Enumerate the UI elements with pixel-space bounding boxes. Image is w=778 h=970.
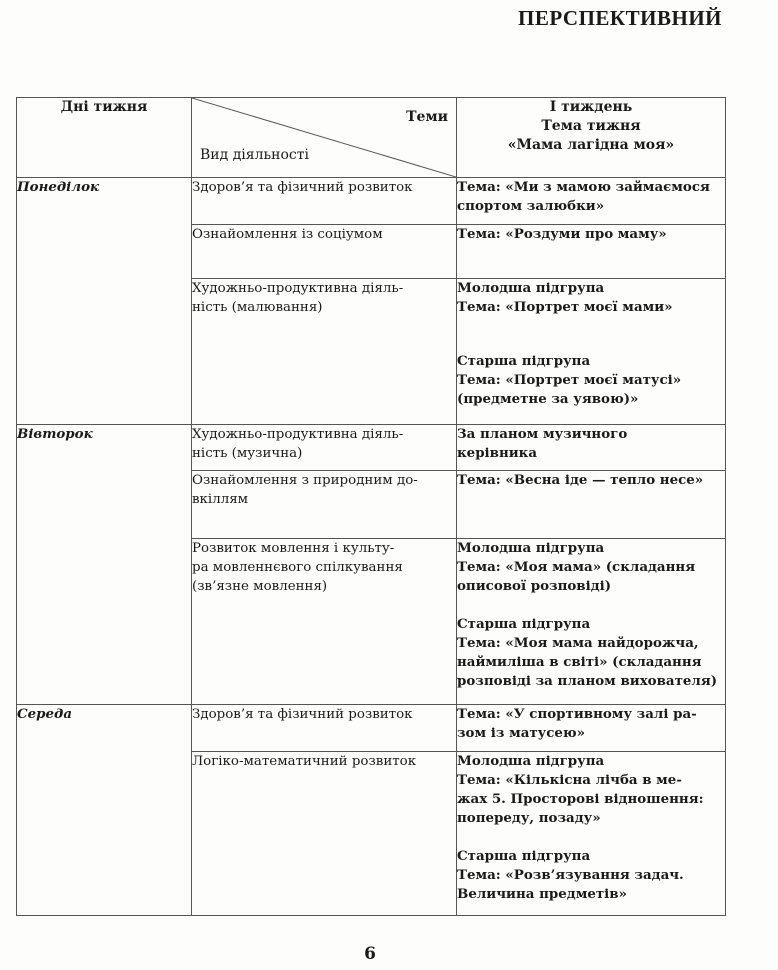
activity-line: ра мовленнєвого спілкування xyxy=(192,560,403,575)
activity-cell xyxy=(192,471,457,539)
topic-cell xyxy=(457,752,726,916)
day-wednesday: Середа xyxy=(17,705,192,916)
subgroup-label: Молодша підгрупа xyxy=(457,540,605,556)
topic-line: керівника xyxy=(457,445,538,461)
topic-cell xyxy=(457,225,726,279)
topic-line: зом із матусею» xyxy=(457,725,586,741)
activity-line: Ознайомлення з природним до- xyxy=(192,473,418,488)
week-theme-label: Тема тижня xyxy=(541,118,641,134)
activity-cell xyxy=(192,539,457,705)
topics-header-label: Теми xyxy=(406,109,448,125)
activity-line: Здоров’я та фізичний розвиток xyxy=(192,180,413,195)
activity-cell xyxy=(192,425,457,471)
topic-line: Тема: «Кількісна лічба в ме- xyxy=(457,772,682,788)
activity-line: Розвиток мовлення і культу- xyxy=(192,541,395,556)
subgroup-label: Старша підгрупа xyxy=(457,848,591,864)
activity-line: вкіллям xyxy=(192,492,249,507)
activity-line: Здоров’я та фізичний розвиток xyxy=(192,707,413,722)
activity-line: (зв’язне мовлення) xyxy=(192,579,328,594)
day-tuesday: Вівторок xyxy=(17,425,192,705)
activity-header-label: Вид діяльності xyxy=(200,147,309,163)
page-header-title: ПЕРСПЕКТИВНИЙ xyxy=(517,6,722,30)
weekly-plan-table xyxy=(16,97,726,916)
activity-cell xyxy=(192,705,457,752)
topic-line: Тема: «Розв’язування задач. xyxy=(457,867,684,883)
topic-line: Тема: «Портрет моєї мами» xyxy=(457,299,673,315)
week-number: І тиждень xyxy=(549,99,633,115)
activity-line: Ознайомлення із соціумом xyxy=(192,227,383,242)
topic-cell xyxy=(457,471,726,539)
table-row xyxy=(17,705,726,752)
week-column-header xyxy=(457,98,726,178)
topic-line: Тема: «Ми з мамою займаємося xyxy=(457,179,710,195)
topic-line: Тема: «Моя мама найдорожча, xyxy=(457,635,699,651)
table-row xyxy=(17,178,726,225)
topic-cell xyxy=(457,279,726,425)
topic-cell xyxy=(457,425,726,471)
subgroup-label: Старша підгрупа xyxy=(457,353,591,369)
topic-line: Величина предметів» xyxy=(457,886,627,902)
topic-line: спортом залюбки» xyxy=(457,198,605,214)
subgroup-label: Молодша підгрупа xyxy=(457,753,605,769)
activity-line: ність (малювання) xyxy=(192,300,323,315)
topic-line: попереду, позаду» xyxy=(457,810,601,826)
topic-line: (предметне за уявою)» xyxy=(457,391,639,407)
activity-line: Логіко-математичний розвиток xyxy=(192,754,417,769)
subgroup-label: Старша підгрупа xyxy=(457,616,591,632)
activity-line: Художньо-продуктивна діяль- xyxy=(192,427,404,442)
activity-cell xyxy=(192,752,457,916)
activity-cell xyxy=(192,178,457,225)
topic-line: наймиліша в світі» (складання xyxy=(457,654,702,670)
topic-line: розповіді за планом вихователя) xyxy=(457,673,718,689)
page-number: 6 xyxy=(364,944,376,964)
topic-line: Тема: «Моя мама» (складання xyxy=(457,559,696,575)
days-column-header: Дні тижня xyxy=(17,98,192,178)
week-theme-title: «Мама лагідна моя» xyxy=(507,137,675,153)
topic-line: Тема: «У спортивному залі ра- xyxy=(457,706,697,722)
table-header-row xyxy=(17,98,726,178)
diagonal-header-cell xyxy=(192,98,457,178)
topic-line: описової розповіді) xyxy=(457,578,612,594)
activity-cell xyxy=(192,225,457,279)
activity-line: Художньо-продуктивна діяль- xyxy=(192,281,404,296)
day-monday: Понеділок xyxy=(17,178,192,425)
topic-line: За планом музичного xyxy=(457,426,628,442)
topic-line: Тема: «Роздуми про маму» xyxy=(457,226,667,242)
subgroup-label: Молодша підгрупа xyxy=(457,280,605,296)
topic-cell xyxy=(457,705,726,752)
activity-line: ність (музична) xyxy=(192,446,303,461)
topic-cell xyxy=(457,539,726,705)
topic-line: Тема: «Весна іде — тепло несе» xyxy=(457,472,704,488)
topic-line: Тема: «Портрет моєї матусі» xyxy=(457,372,682,388)
activity-cell xyxy=(192,279,457,425)
topic-line: жах 5. Просторові відношення: xyxy=(457,791,704,807)
table-row xyxy=(17,425,726,471)
topic-cell xyxy=(457,178,726,225)
